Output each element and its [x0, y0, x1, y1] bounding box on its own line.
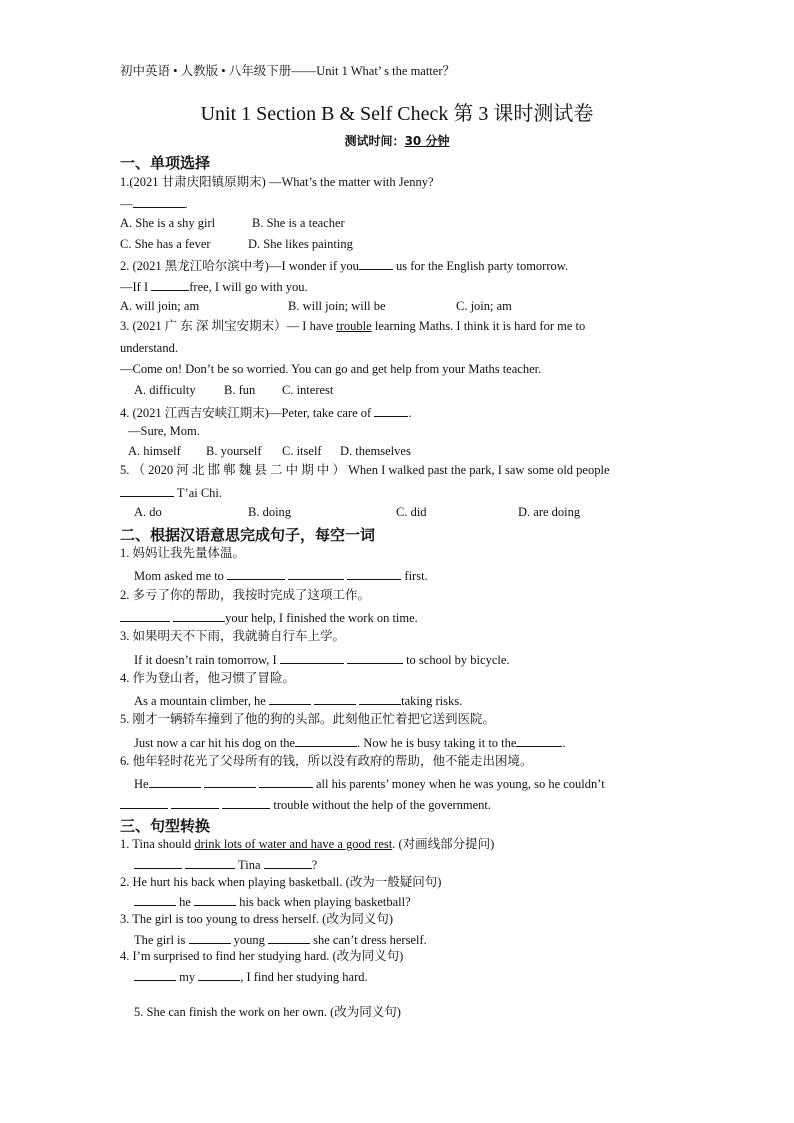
q3-3-answer	[134, 931, 427, 948]
option-c[interactable]: C. interest	[282, 383, 334, 397]
answer-blank[interactable]	[120, 484, 174, 497]
option-a[interactable]: A. difficulty	[134, 383, 196, 397]
q2-2-english	[120, 609, 418, 626]
q1-1-options-row1	[120, 216, 345, 231]
answer-blank[interactable]	[280, 651, 344, 664]
answer-blank[interactable]	[222, 796, 270, 809]
q3-2-stem: 2. He hurt his back when playing basketball. (改为一般疑问句)	[120, 875, 442, 889]
answer-blank[interactable]	[295, 734, 357, 747]
answer-blank[interactable]	[120, 609, 170, 622]
underlined-word: trouble	[336, 319, 372, 333]
q2-2-chinese: 2. 多亏了你的帮助，我按时完成了这项工作。	[120, 588, 371, 602]
q2-4-en-b: taking risks.	[401, 694, 463, 708]
page-title: Unit 1 Section B & Self Check 第 3 课时测试卷	[200, 103, 594, 125]
q1-4-response: —Sure, Mom.	[128, 424, 200, 438]
section-1-heading: 一、单项选择	[120, 154, 211, 172]
answer-blank[interactable]	[264, 856, 312, 869]
q2-1-en-a: Mom asked me to	[134, 569, 228, 583]
option-b[interactable]: B. will join; will be	[288, 299, 386, 313]
answer-blank[interactable]	[227, 567, 285, 580]
q2-1-chinese: 1. 妈妈让我先量体温。	[120, 546, 246, 560]
q2-3-en-b: to school by bicycle.	[406, 653, 510, 667]
answer-blank[interactable]	[259, 775, 313, 788]
q2-5-chinese: 5. 刚才一辆轿车撞到了他的狗的头部。此刻他正忙着把它送到医院。	[120, 712, 496, 726]
option-c[interactable]: C. She has a fever	[120, 237, 211, 251]
answer-blank[interactable]	[359, 257, 393, 270]
q1-2-stem-b: us for the English party tomorrow.	[392, 259, 569, 273]
answer-blank[interactable]	[173, 609, 225, 622]
q1-5-stem: 5. （ 2020 河 北 邯 郸 魏 县 二 中 期 中 ） When I walked past the park, I saw some old people	[120, 463, 610, 477]
q2-2-en-b: your help, I finished the work on time.	[225, 611, 418, 625]
q1-3-stem-a: 3. (2021 广 东 深 圳宝安期末）— I have	[120, 319, 337, 333]
answer-blank[interactable]	[134, 856, 182, 869]
q2-1-english	[134, 567, 428, 584]
answer-blank[interactable]	[268, 931, 310, 944]
q3-4-answer	[134, 968, 368, 985]
q2-5-english	[134, 734, 566, 751]
q2-5-en-c: .	[562, 736, 566, 750]
q1-4-options	[128, 444, 411, 459]
q2-6-english-cont	[120, 796, 491, 813]
q2-6-english	[134, 775, 605, 792]
option-b[interactable]: B. She is a teacher	[252, 216, 345, 230]
option-d[interactable]: D. themselves	[340, 444, 411, 458]
q3-3-ans-c: she can’t dress herself.	[310, 933, 427, 947]
q1-5-options	[134, 505, 581, 520]
answer-blank[interactable]	[516, 734, 562, 747]
q3-1-stem	[120, 837, 494, 852]
underlined-phrase: drink lots of water and have a good rest	[194, 837, 393, 851]
q1-5-stem-b: T’ai Chi.	[174, 486, 223, 500]
option-c[interactable]: C. itself	[282, 444, 322, 458]
q1-4-stem	[120, 404, 411, 421]
q1-1-dash: —	[120, 197, 133, 211]
q2-4-en-a: As a mountain climber, he	[134, 694, 269, 708]
q1-3-stem-b: learning Maths. I think it is hard for me to	[371, 319, 586, 333]
q3-2-answer	[134, 893, 411, 910]
answer-blank[interactable]	[314, 692, 356, 705]
option-c[interactable]: C. join; am	[456, 299, 512, 313]
answer-blank[interactable]	[269, 692, 311, 705]
answer-blank[interactable]	[194, 893, 236, 906]
answer-blank[interactable]	[189, 931, 231, 944]
q1-4-stem-b: .	[408, 406, 412, 420]
q1-2-resp-a: —If I	[120, 280, 152, 294]
q3-1-stem-b: . (对画线部分提问)	[392, 837, 495, 851]
q1-3-stem	[120, 319, 585, 334]
q3-3-ans-a: The girl is	[134, 933, 189, 947]
answer-blank[interactable]	[120, 796, 168, 809]
answer-blank[interactable]	[347, 651, 403, 664]
answer-blank[interactable]	[198, 968, 240, 981]
q3-4-stem: 4. I’m surprised to find her studying hard. (改为同义句)	[120, 949, 404, 963]
answer-blank[interactable]	[359, 692, 401, 705]
q1-3-stem-cont: understand.	[120, 341, 178, 355]
q3-1-stem-a: 1. Tina should	[120, 837, 195, 851]
q3-2-ans-b: he	[176, 895, 195, 909]
option-a[interactable]: A. will join; am	[120, 299, 200, 313]
answer-blank[interactable]	[171, 796, 219, 809]
q2-4-chinese: 4. 作为登山者，他习惯了冒险。	[120, 671, 296, 685]
q1-2-stem-a: 2. (2021 黑龙江哈尔滨中考)—I wonder if you	[120, 259, 359, 273]
q3-3-stem: 3. The girl is too young to dress herself. (改为同义句)	[120, 912, 393, 926]
section-2-heading: 二、根据汉语意思完成句子，每空一词	[120, 526, 376, 544]
q1-1-stem: 1.(2021 甘肃庆阳镇原期末) —What’s the matter with Jenny?	[120, 175, 434, 189]
q2-6-chinese: 6. 他年轻时花光了父母所有的钱，所以没有政府的帮助，他不能走出困境。	[120, 754, 533, 768]
q2-3-chinese: 3. 如果明天不下雨，我就骑自行车上学。	[120, 629, 346, 643]
q1-4-stem-a: 4. (2021 江西吉安峡江期末)—Peter, take care of	[120, 406, 375, 420]
answer-blank[interactable]	[288, 567, 344, 580]
q3-1-ans-c: ?	[311, 858, 318, 872]
answer-blank[interactable]	[134, 968, 176, 981]
option-b[interactable]: B. doing	[248, 505, 292, 519]
option-a[interactable]: A. do	[134, 505, 162, 519]
answer-blank[interactable]	[151, 278, 189, 291]
q2-6-en-c: trouble without the help of the government.	[273, 798, 492, 812]
q1-2-options	[120, 299, 512, 314]
q3-1-ans-b: Tina	[235, 858, 264, 872]
q2-3-english	[134, 651, 510, 668]
test-time-value: 30 分钟	[404, 134, 450, 148]
q1-5-stem-cont	[120, 484, 222, 501]
option-d[interactable]: D. are doing	[518, 505, 581, 519]
q2-5-en-b: . Now he is busy taking it to the	[357, 736, 517, 750]
section-3-heading: 三、句型转换	[120, 817, 211, 835]
q2-6-en-b: all his parents’ money when he was young, so he couldn’t	[315, 777, 605, 791]
option-c[interactable]: C. did	[396, 505, 427, 519]
q1-1-period: .	[184, 197, 188, 211]
q3-1-answer	[134, 856, 317, 873]
breadcrumb: 初中英语 • 人教版 • 八年级下册——Unit 1 What’ s the matter？	[120, 64, 455, 78]
option-b[interactable]: B. yourself	[206, 444, 262, 458]
option-b[interactable]: B. fun	[224, 383, 256, 397]
q2-4-english	[134, 692, 462, 709]
test-time-label: 测试时间：	[344, 134, 405, 148]
q3-3-ans-b: young	[230, 933, 269, 947]
q1-2-response	[120, 278, 308, 295]
q1-1-response	[120, 195, 188, 212]
answer-blank[interactable]	[133, 195, 185, 208]
q3-4-ans-c: , I find her studying hard.	[240, 970, 368, 984]
option-a[interactable]: A. She is a shy girl	[120, 216, 216, 230]
answer-blank[interactable]	[185, 856, 235, 869]
answer-blank[interactable]	[204, 775, 256, 788]
answer-blank[interactable]	[374, 404, 408, 417]
q2-5-en-a: Just now a car hit his dog on the	[134, 736, 296, 750]
q3-2-ans-c: his back when playing basketball?	[236, 895, 411, 909]
answer-blank[interactable]	[134, 893, 176, 906]
q1-3-options	[134, 383, 334, 398]
q2-6-en-a: He	[134, 777, 149, 791]
q1-3-response: —Come on! Don’t be so worried. You can go and get help from your Maths teacher.	[120, 362, 542, 376]
q2-3-en-a: If it doesn’t rain tomorrow, I	[134, 653, 280, 667]
q3-5-stem: 5. She can finish the work on her own. (改为同义句)	[134, 1005, 401, 1019]
q1-2-resp-b: free, I will go with you.	[189, 280, 308, 294]
answer-blank[interactable]	[149, 775, 201, 788]
option-d[interactable]: D. She likes painting	[248, 237, 353, 251]
test-time	[0, 132, 794, 149]
q1-2-stem	[120, 257, 568, 274]
option-a[interactable]: A. himself	[128, 444, 181, 458]
q1-1-options-row2	[120, 237, 353, 252]
answer-blank[interactable]	[347, 567, 401, 580]
q3-4-ans-b: my	[176, 970, 199, 984]
q2-1-en-b: first.	[404, 569, 428, 583]
